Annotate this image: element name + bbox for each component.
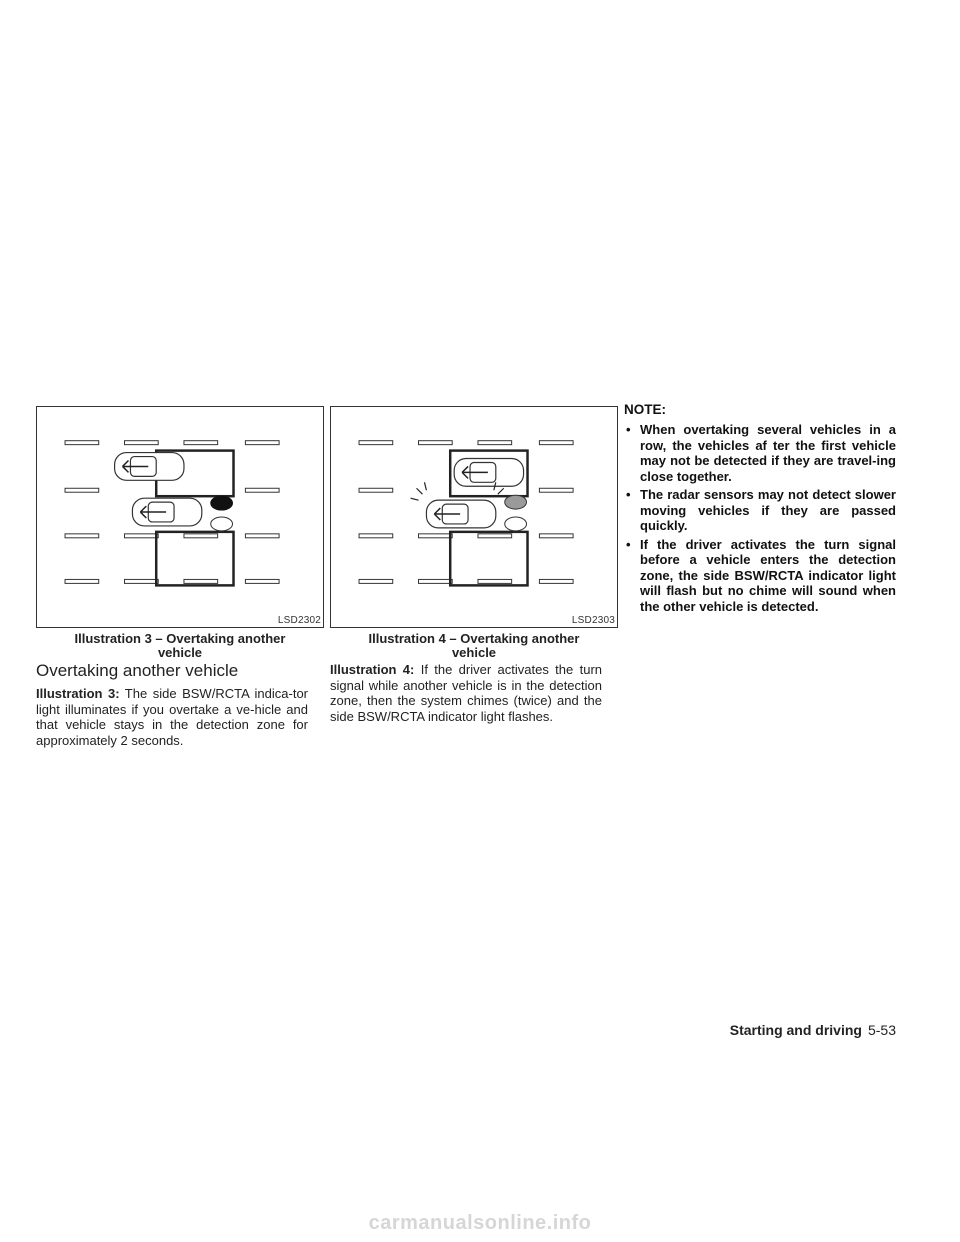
paragraph-text: If the driver activates the turn signal while another vehicle is in the detection zone, then the system chimes (twice) and the side BSW/RCTA indicator light flashes.	[330, 662, 602, 724]
caption-line: vehicle	[451, 645, 497, 660]
page-footer	[730, 1022, 896, 1038]
watermark: carmanualsonline.info	[368, 1212, 592, 1234]
figure-code: LSD2302	[277, 615, 321, 626]
illustration-3-figure	[36, 406, 324, 628]
note-item: • If the driver activates the turn signal before a vehicle enters the detection zone, the side BSW/RCTA indicator light will flash but no chime will sound when the other vehicle is detected.	[624, 537, 896, 615]
page-number: 5-53	[867, 1022, 896, 1038]
caption-line: Illustration 3 – Overtaking another	[74, 631, 286, 646]
illustration-4-figure	[330, 406, 618, 628]
note-list	[624, 422, 896, 617]
illustration-4-drawing	[331, 407, 617, 627]
illustration-4-paragraph	[330, 662, 602, 724]
illustration-3-caption	[36, 632, 324, 660]
paragraph-label: Illustration 4:	[330, 662, 415, 677]
figure-code: LSD2303	[571, 615, 615, 626]
note-title: NOTE:	[624, 402, 666, 417]
note-item: • The radar sensors may not detect slower moving vehicles if they are passed quickly.	[624, 487, 896, 534]
illustration-4-caption	[330, 632, 618, 660]
illustration-3-drawing	[37, 407, 323, 627]
paragraph-text: The side BSW/RCTA indica-tor light illuminates if you overtake a ve-hicle and that vehicle stays in the detection zone for approximately 2 seconds.	[36, 686, 309, 748]
chapter-title: Starting and driving	[729, 1022, 862, 1038]
paragraph-label: Illustration 3:	[36, 686, 120, 701]
caption-line: vehicle	[157, 645, 203, 660]
section-title: Overtaking another vehicle	[36, 661, 239, 680]
illustration-3-paragraph	[36, 686, 308, 748]
caption-line: Illustration 4 – Overtaking another	[368, 631, 580, 646]
note-item: • When overtaking several vehicles in a row, the vehicles af ter the first vehicle may not be detected if they are travel-ing close together.	[624, 422, 896, 484]
